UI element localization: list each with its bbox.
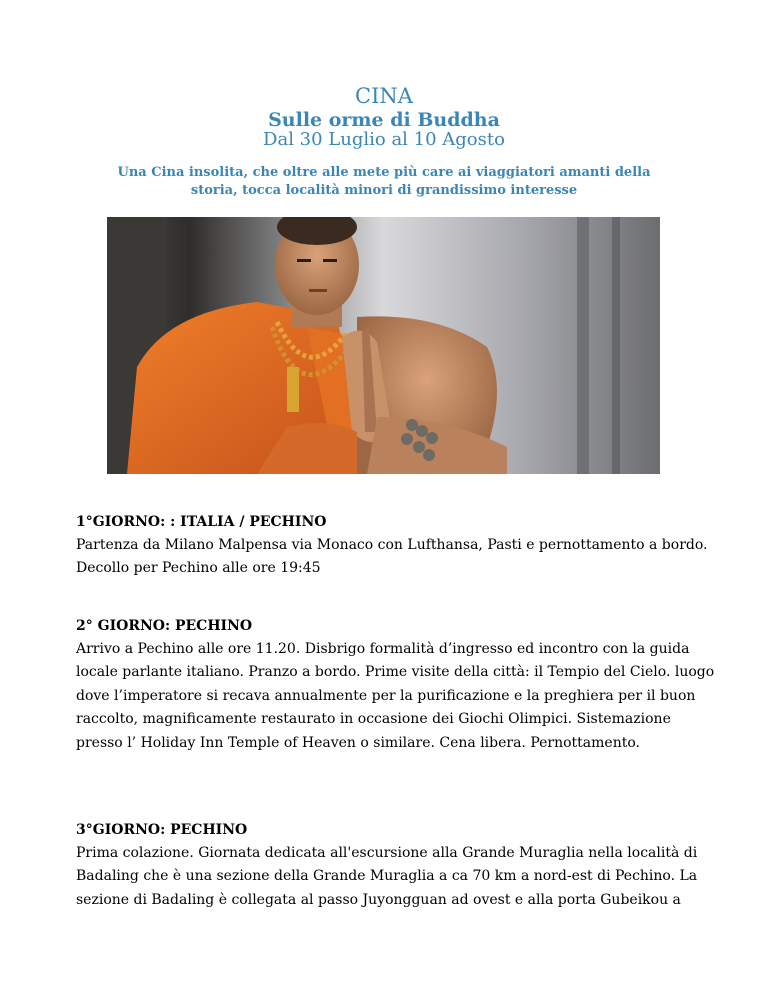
page-title: CINA bbox=[355, 84, 413, 108]
travel-dates: Dal 30 Luglio al 10 Agosto bbox=[263, 129, 505, 150]
page-subtitle: Sulle orme di Buddha bbox=[268, 109, 500, 131]
day-1-text: Partenza da Milano Malpensa via Monaco con Lufthansa, Pasti e pernottamento a bordo. Decollo per Pechino alle ore 19:45 bbox=[76, 537, 708, 577]
day-3-section bbox=[76, 819, 716, 912]
day-2-title: 2° GIORNO: PECHINO bbox=[76, 618, 253, 634]
day-2-section bbox=[76, 615, 716, 755]
day-3-title: 3°GIORNO: PECHINO bbox=[76, 822, 248, 838]
day-1-title: 1°GIORNO: : ITALIA / PECHINO bbox=[76, 514, 327, 530]
day-2-text: Arrivo a Pechino alle ore 11.20. Disbrigo formalità d’ingresso ed incontro con la guida locale parlante italiano. Pranzo a bordo. Prime visite della città: il Tempio del Cielo. luogo dove l’imperatore si recava annualmente per la purificazione e la preghiera per il buon raccolto, magnificamente restaurato in occasione dei Giochi Olimpici. Sistemazione presso l’ Holiday Inn Temple of Heaven o similare. Cena libera. Pernottamento. bbox=[76, 641, 715, 751]
intro-text: Una Cina insolita, che oltre alle mete più care ai viaggiatori amanti della storia, tocca località minori di grandissimo interesse bbox=[117, 165, 651, 198]
day-3-text: Prima colazione. Giornata dedicata all'escursione alla Grande Muraglia nella località di Badaling che è una sezione della Grande Muraglia a ca 70 km a nord-est di Pechino. La sezione di Badaling è collegata al passo Juyongguan ad ovest e alla porta Gubeikou a bbox=[76, 845, 698, 908]
day-1-section bbox=[76, 511, 716, 581]
monk-photo bbox=[107, 217, 660, 474]
